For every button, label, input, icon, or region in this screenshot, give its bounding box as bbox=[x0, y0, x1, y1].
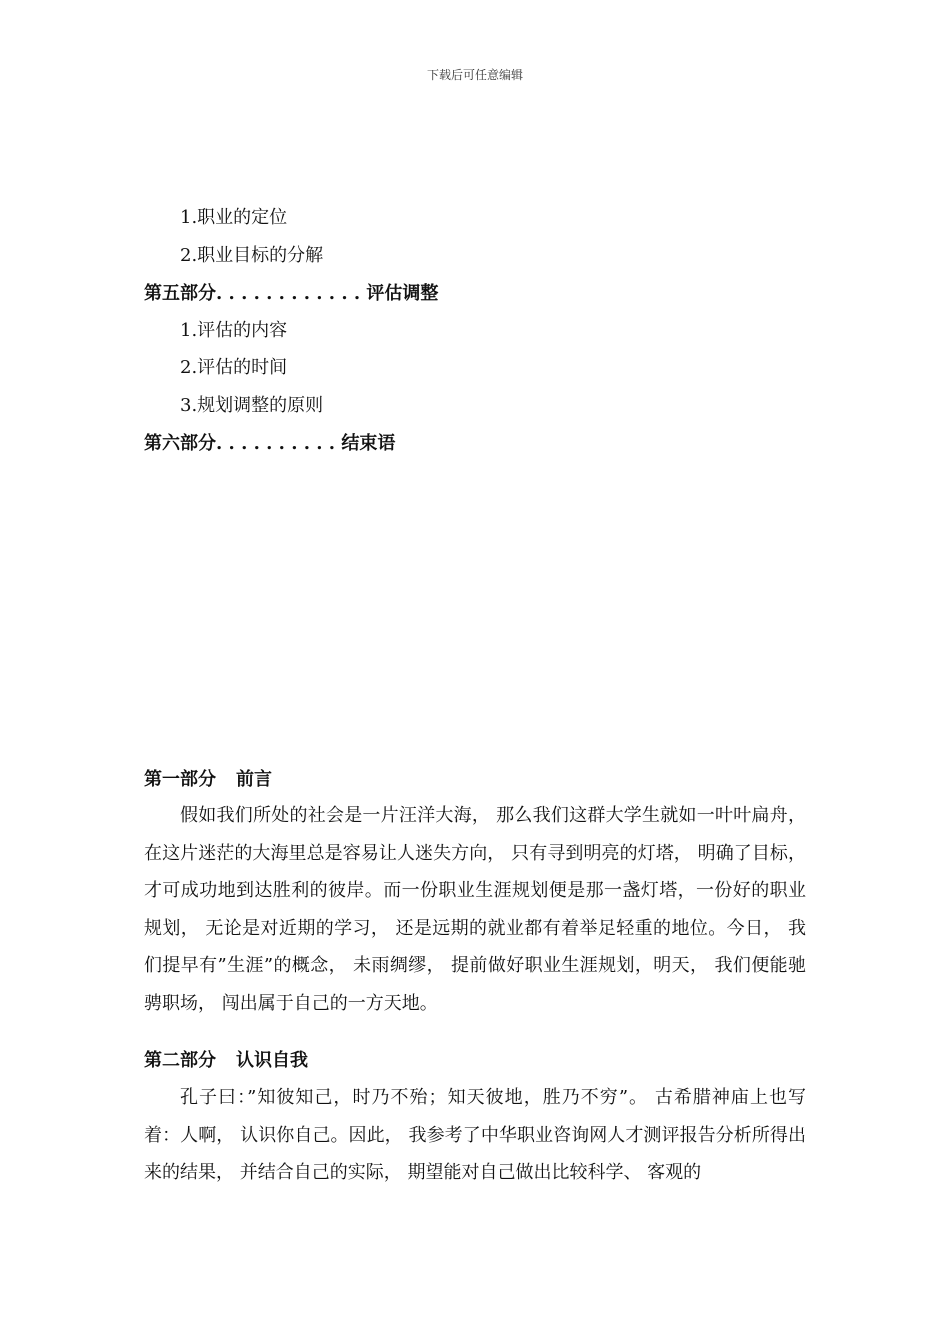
section-title-part-two bbox=[144, 1049, 308, 1073]
page-header-note: 下载后可任意编辑 bbox=[426, 68, 523, 82]
toc-item-evaluation-content: 1.评估的内容 bbox=[180, 320, 288, 341]
section-body-preface: 假如我们所处的社会是一片汪洋大海， 那么我们这群大学生就如一叶叶扁舟， 在这片迷茫的大海里总是容易让人迷失方向， 只有寻到明亮的灯塔， 明确了目标， 才可成功地到达胜利的彼岸。而一份职业生涯规划便是那一盏灯塔，一份好的职业规划， 无论是对近期的学习， 还是远期的就业都有着举足轻重的地位。今日， 我们提早有”生涯”的概念， 未雨绸缪， 提前做好职业生涯规划，明天， 我们便能驰骋职场， 闯出属于自己的一方天地。 bbox=[144, 805, 806, 1014]
section-label: 第一部分 bbox=[144, 769, 216, 790]
toc-item-adjustment-principles: 3.规划调整的原则 bbox=[180, 395, 324, 416]
toc-item-goal-decomposition: 2.职业目标的分解 bbox=[180, 245, 324, 266]
section-heading: 认识自我 bbox=[236, 1050, 308, 1071]
toc-item-career-positioning: 1.职业的定位 bbox=[180, 207, 288, 228]
toc-heading-part-six: 第六部分. . . . . . . . . . 结束语 bbox=[144, 433, 396, 454]
section-heading: 前言 bbox=[236, 769, 272, 790]
toc-item-evaluation-time: 2.评估的时间 bbox=[180, 357, 288, 378]
section-title-part-one bbox=[144, 768, 272, 792]
section-body-self-knowledge: 孔子曰：”知彼知己，时乃不殆；知天彼地，胜乃不穷”。 古希腊神庙上也写着：人啊， 认识你自己。因此， 我参考了中华职业咨询网人才测评报告分析所得出来的结果， 并结合自己的实际， 期望能对自己做出比较科学、 客观的 bbox=[144, 1087, 806, 1183]
section-label: 第二部分 bbox=[144, 1050, 216, 1071]
toc-heading-part-five: 第五部分. . . . . . . . . . . . 评估调整 bbox=[144, 283, 439, 304]
